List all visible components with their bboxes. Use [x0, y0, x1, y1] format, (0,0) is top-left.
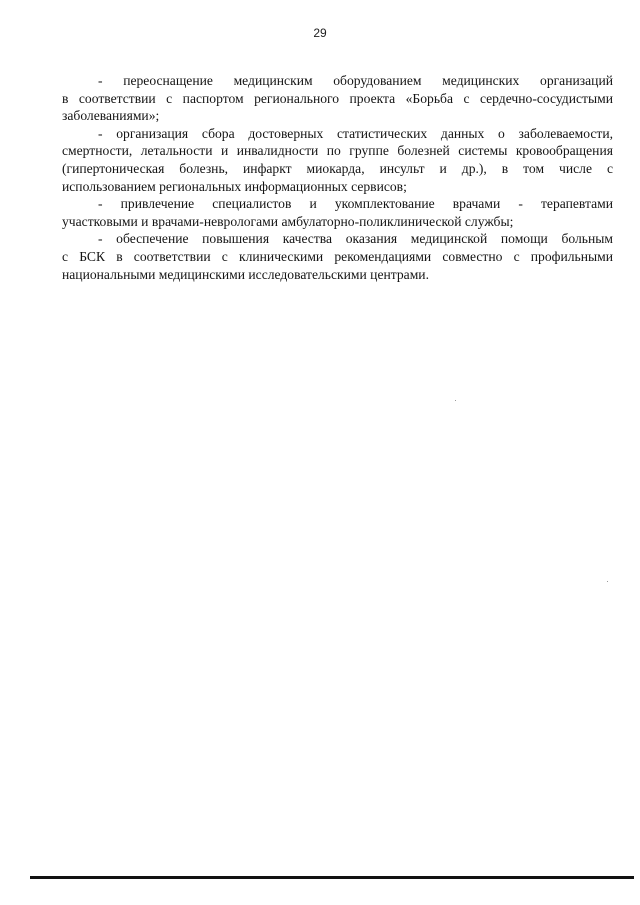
text-line: - обеспечение повышения качества оказания медицинской помощи больным — [98, 231, 613, 247]
page-number: 29 — [313, 26, 327, 40]
text-line: использованием региональных информационных сервисов; — [62, 178, 407, 194]
body-text — [62, 72, 613, 283]
text-line: участковыми и врачами-неврологами амбулаторно-поликлинической службы; — [62, 213, 514, 229]
paragraph-statistics — [62, 125, 613, 195]
paragraph-quality — [62, 230, 613, 283]
text-line: в соответствии с паспортом регионального проекта «Борьба с сердечно-сосудистыми — [62, 90, 613, 106]
footer-rule — [30, 876, 634, 879]
text-line: национальными медицинскими исследовательскими центрами. — [62, 266, 429, 282]
paragraph-staffing — [62, 195, 613, 230]
scan-speck — [455, 400, 456, 401]
text-line: - привлечение специалистов и укомплектование врачами - терапевтами — [98, 196, 613, 212]
text-line: - организация сбора достоверных статистических данных о заболеваемости, — [98, 125, 613, 141]
text-line: смертности, летальности и инвалидности по группе болезней системы кровообращения — [62, 143, 613, 159]
scan-speck — [607, 581, 608, 582]
text-line: с БСК в соответствии с клиническими рекомендациями совместно с профильными — [62, 248, 613, 264]
paragraph-equipment — [62, 72, 613, 125]
text-line: заболеваниями»; — [62, 108, 160, 124]
text-line: (гипертоническая болезнь, инфаркт миокарда, инсульт и др.), в том числе с — [62, 160, 613, 176]
text-line: - переоснащение медицинским оборудованием медицинских организаций — [98, 73, 613, 88]
